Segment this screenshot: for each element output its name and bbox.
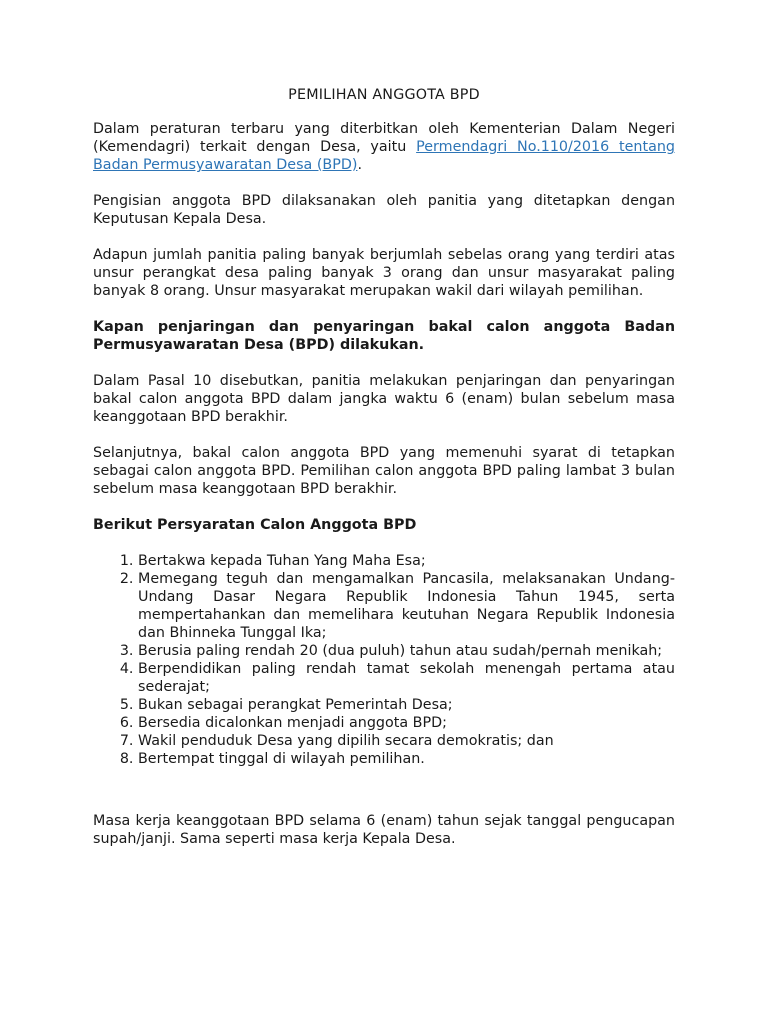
list-item: 2. Memegang teguh dan mengamalkan Pancasila, melaksanakan Undang-Undang Dasar Negara Republik Indonesia Tahun 1945, serta mempertahankan dan memelihara keutuhan Negara Republik Indonesia dan Bhinneka Tunggal Ika; [138,570,675,642]
list-item: 4. Berpendidikan paling rendah tamat sekolah menengah pertama atau sederajat; [138,660,675,696]
list-item: 8. Bertempat tinggal di wilayah pemilihan. [138,750,675,768]
paragraph-pasal-10: Dalam Pasal 10 disebutkan, panitia melakukan penjaringan dan penyaringan bakal calon anggota BPD dalam jangka waktu 6 (enam) bulan sebelum masa keanggotaan BPD berakhir. [93,373,675,425]
requirements-list [93,552,675,768]
paragraph-selanjutnya: Selanjutnya, bakal calon anggota BPD yang memenuhi syarat di tetapkan sebagai calon anggota BPD. Pemilihan calon anggota BPD paling lambat 3 bulan sebelum masa keanggotaan BPD berakhir. [93,445,675,497]
document-title: PEMILIHAN ANGGOTA BPD [288,87,480,103]
permendagri-link[interactable]: Permendagri No.110/2016 tentang Badan Permusyawaratan Desa (BPD) [93,139,675,173]
paragraph-masa-kerja: Masa kerja keanggotaan BPD selama 6 (enam) tahun sejak tanggal pengucapan supah/janji. Sama seperti masa kerja Kepala Desa. [93,813,675,847]
heading-penjaringan: Kapan penjaringan dan penyaringan bakal calon anggota Badan Permusyawaratan Desa (BPD) dilakukan. [93,319,675,353]
paragraph-pengisian: Pengisian anggota BPD dilaksanakan oleh panitia yang ditetapkan dengan Keputusan Kepala Desa. [93,193,675,227]
heading-persyaratan: Berikut Persyaratan Calon Anggota BPD [93,517,417,533]
list-item: 1. Bertakwa kepada Tuhan Yang Maha Esa; [138,552,675,570]
document-page [93,86,675,866]
paragraph-intro-text: Dalam peraturan terbaru yang diterbitkan oleh Kementerian Dalam Negeri (Kemendagri) terkait dengan Desa, yaitu [93,121,675,155]
paragraph-intro-end: . [357,157,362,173]
list-item: 6. Bersedia dicalonkan menjadi anggota BPD; [138,714,675,732]
list-item: 3. Berusia paling rendah 20 (dua puluh) tahun atau sudah/pernah menikah; [138,642,675,660]
list-item: 5. Bukan sebagai perangkat Pemerintah Desa; [138,696,675,714]
list-item: 7. Wakil penduduk Desa yang dipilih secara demokratis; dan [138,732,675,750]
paragraph-intro [93,120,675,174]
paragraph-panitia: Adapun jumlah panitia paling banyak berjumlah sebelas orang yang terdiri atas unsur perangkat desa paling banyak 3 orang dan unsur masyarakat paling banyak 8 orang. Unsur masyarakat merupakan wakil dari wilayah pemilihan. [93,247,675,299]
